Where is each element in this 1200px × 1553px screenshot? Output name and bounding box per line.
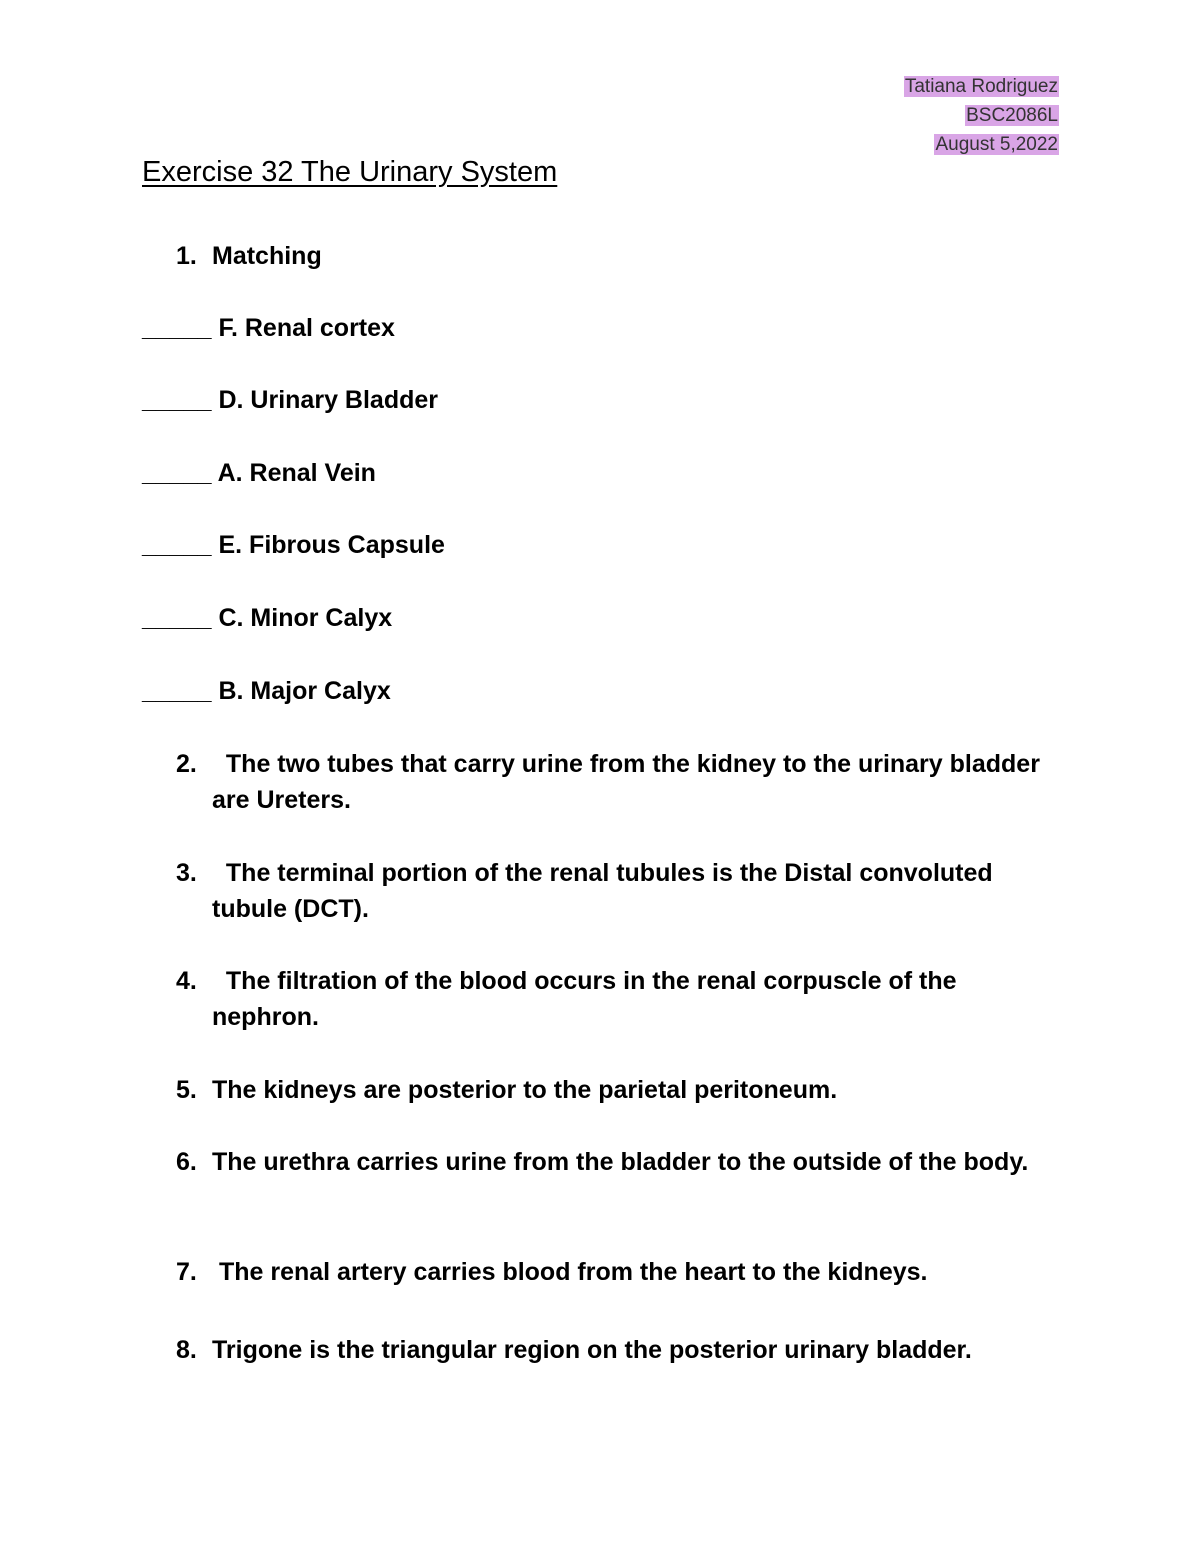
question-6 [176, 1144, 1042, 1180]
matching-row [142, 455, 376, 491]
question-text: The filtration of the blood occurs in the renal corpuscle of the nephron. [212, 967, 964, 1031]
matching-row [142, 310, 395, 346]
course-code-line [904, 101, 1059, 130]
question-number: 6. [176, 1148, 197, 1176]
answer-blank: _____ [142, 531, 212, 559]
question-text: The renal artery carries blood from the heart to the kidneys. [212, 1258, 928, 1286]
matching-term: E. Fibrous Capsule [218, 531, 445, 559]
question-5 [176, 1072, 1042, 1108]
question-7 [176, 1254, 1042, 1290]
question-number: 4. [176, 967, 197, 995]
matching-term: D. Urinary Bladder [218, 386, 438, 414]
answer-blank: _____ [142, 604, 212, 632]
question-text: The terminal portion of the renal tubules is the Distal convoluted tubule (DCT). [212, 859, 1000, 923]
matching-row [142, 382, 438, 418]
course-code: BSC2086L [966, 105, 1058, 126]
matching-row [142, 527, 445, 563]
question-text: The urethra carries urine from the bladder to the outside of the body. [212, 1148, 1029, 1176]
submission-date: August 5,2022 [935, 134, 1058, 155]
student-header [904, 72, 1059, 159]
page-title: Exercise 32 The Urinary System [142, 156, 558, 188]
answer-blank: _____ [142, 314, 212, 342]
question-number: 1. [176, 242, 197, 270]
question-number: 3. [176, 859, 197, 887]
question-text: Trigone is the triangular region on the posterior urinary bladder. [212, 1336, 972, 1364]
question-1 [176, 238, 1042, 274]
question-number: 2. [176, 750, 197, 778]
matching-term: B. Major Calyx [218, 677, 391, 705]
date-line [904, 130, 1059, 159]
matching-term: A. Renal Vein [217, 459, 376, 487]
question-number: 8. [176, 1336, 197, 1364]
matching-term: F. Renal cortex [218, 314, 395, 342]
question-3 [176, 855, 1042, 927]
matching-row [142, 600, 392, 636]
question-text: The kidneys are posterior to the parietal peritoneum. [212, 1076, 838, 1104]
matching-term: C. Minor Calyx [218, 604, 393, 632]
student-name-line [904, 72, 1059, 101]
question-number: 7. [176, 1258, 197, 1286]
answer-blank: _____ [142, 459, 212, 487]
question-8 [176, 1332, 1112, 1368]
answer-blank: _____ [142, 677, 212, 705]
matching-row [142, 673, 391, 709]
question-4 [176, 963, 1042, 1035]
question-number: 5. [176, 1076, 197, 1104]
student-name: Tatiana Rodriguez [904, 76, 1058, 97]
answer-blank: _____ [142, 386, 212, 414]
question-2 [176, 746, 1047, 818]
question-text: Matching [212, 242, 322, 270]
question-text: The two tubes that carry urine from the kidney to the urinary bladder are Ureters. [212, 750, 1047, 814]
